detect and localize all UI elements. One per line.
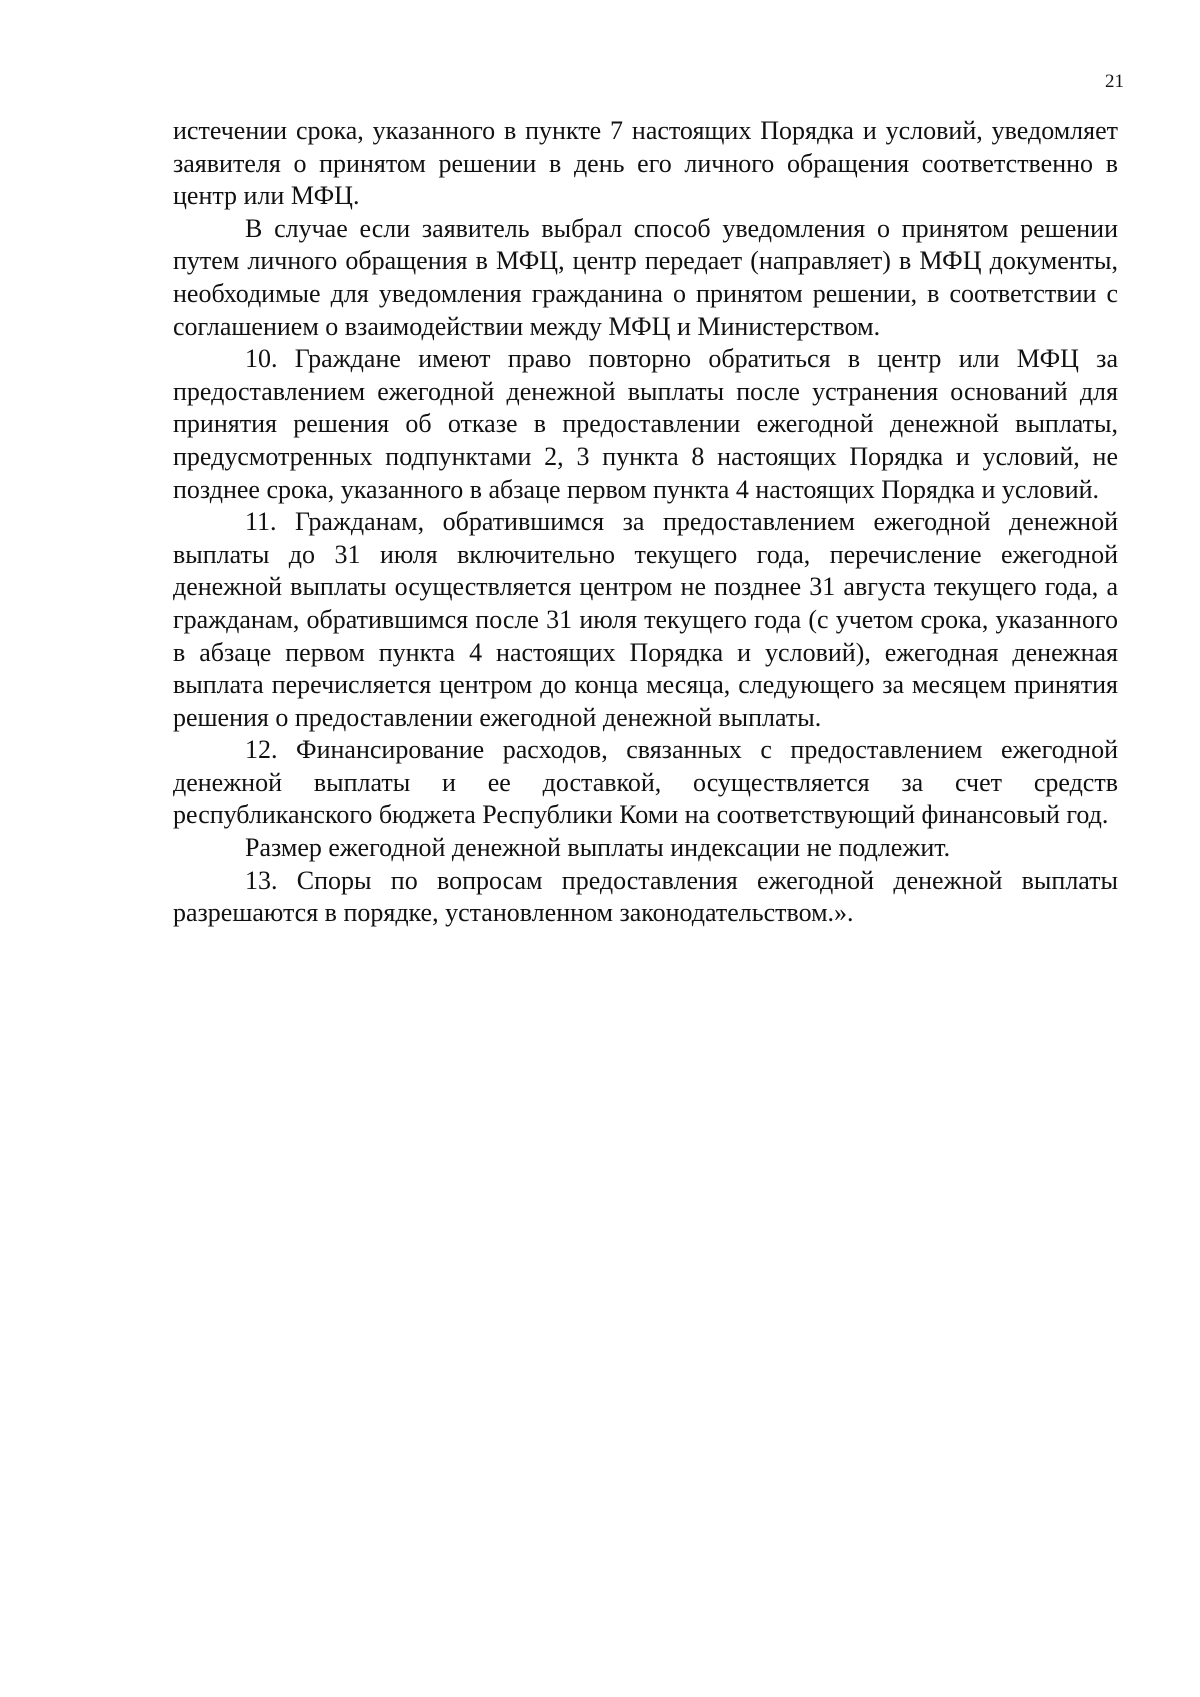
paragraph-indexation: Размер ежегодной денежной выплаты индексации не подлежит. [245, 833, 951, 863]
paragraph-item-10: 10. Граждане имеют право повторно обратиться в центр или МФЦ за предоставлением ежегодной денежной выплаты после устранения оснований для принятия решения об отказе в предоставлении ежегодной денежной выплаты, предусмотренных подпунктами 2, 3 пункта 8 настоящих Порядка и условий, не позднее срока, указанного в абзаце первом пункта 4 настоящих Порядка и условий. [173, 344, 1118, 504]
paragraph-notification-mfc: В случае если заявитель выбрал способ уведомления о принятом решении путем личного обращения в МФЦ, центр передает (направляет) в МФЦ документы, необходимые для уведомления гражданина о принятом решении, в соответствии с соглашением о взаимодействии между МФЦ и Министерством. [173, 213, 1118, 341]
paragraph-item-12: 12. Финансирование расходов, связанных с предоставлением ежегодной денежной выплаты и ее доставкой, осуществляется за счет средств республиканского бюджета Республики Коми на соответствующий финансовый год. [173, 735, 1118, 830]
paragraph-continuation: истечении срока, указанного в пункте 7 настоящих Порядка и условий, уведомляет заявителя о принятом решении в день его личного обращения соответственно в центр или МФЦ. [173, 116, 1118, 211]
paragraph-item-11: 11. Гражданам, обратившимся за предоставлением ежегодной денежной выплаты до 31 июля включительно текущего года, перечисление ежегодной денежной выплаты осуществляется центром не позднее 31 августа текущего года, а гражданам, обратившимся после 31 июля текущего года (с учетом срока, указанного в абзаце первом пункта 4 настоящих Порядка и условий), ежегодная денежная выплата перечисляется центром до конца месяца, следующего за месяцем принятия решения о предоставлении ежегодной денежной выплаты. [173, 507, 1118, 732]
paragraph-item-13: 13. Споры по вопросам предоставления ежегодной денежной выплаты разрешаются в порядке, установленном законодательством.». [173, 865, 1118, 928]
document-body [173, 115, 1118, 930]
page-number: 21 [1105, 71, 1124, 92]
